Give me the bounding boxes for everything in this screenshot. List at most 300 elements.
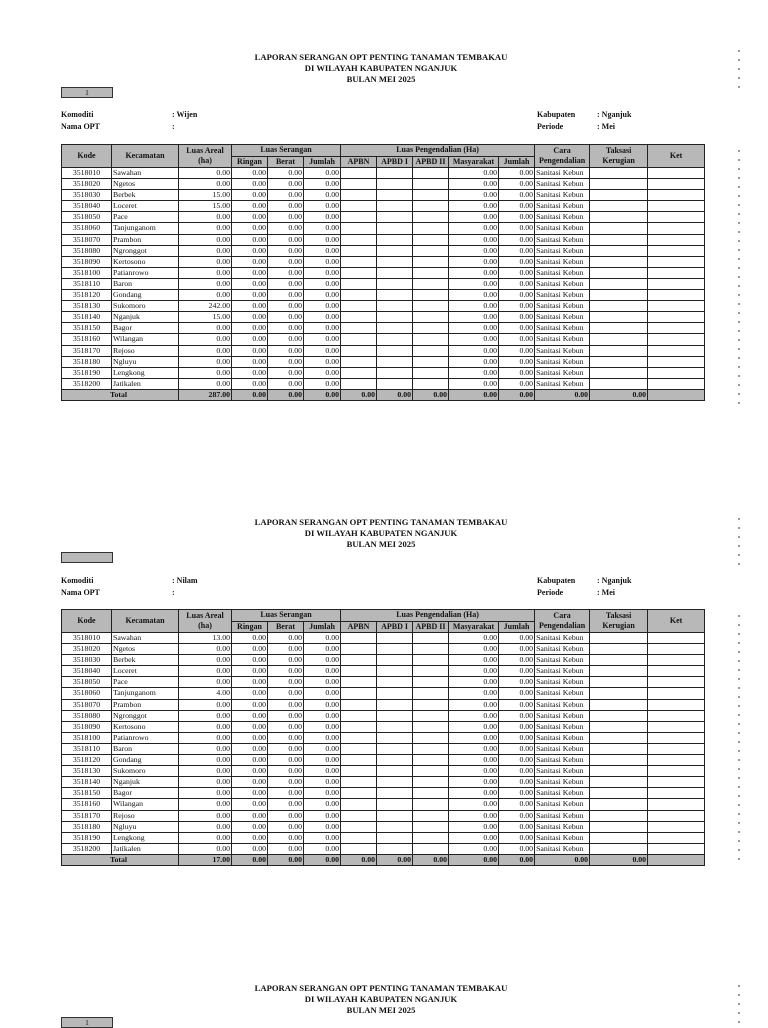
kode-cell: 3518130: [62, 301, 112, 312]
masyarakat-cell: 0.00: [449, 334, 499, 345]
apbn-cell: [341, 699, 377, 710]
jumlah-cell: 0.00: [304, 267, 341, 278]
masyarakat-cell: 0.00: [449, 290, 499, 301]
apbn-cell: [341, 312, 377, 323]
jumlah-cell: 0.00: [304, 212, 341, 223]
apbd1-cell: [377, 633, 413, 644]
total-taksasi: 0.00: [590, 389, 648, 400]
total-label: Total: [62, 389, 179, 400]
jumlah2-cell: 0.00: [499, 810, 535, 821]
table-row: [62, 699, 705, 710]
kode-cell: 3518050: [62, 677, 112, 688]
jumlah2-cell: 0.00: [499, 677, 535, 688]
masyarakat-cell: 0.00: [449, 323, 499, 334]
ket-cell: [648, 212, 705, 223]
page-edge-marks: [738, 615, 740, 860]
jumlah-cell: 0.00: [304, 743, 341, 754]
masyarakat-cell: 0.00: [449, 345, 499, 356]
col-luas-areal: Luas Areal (ha): [179, 145, 232, 168]
kecamatan-cell: Ngronggot: [112, 710, 179, 721]
taksasi-cell: [590, 843, 648, 854]
title-line-1: LAPORAN SERANGAN OPT PENTING TANAMAN TEMBAKAU: [254, 983, 508, 993]
ringan-cell: 0.00: [232, 644, 268, 655]
apbd2-cell: [413, 677, 449, 688]
col-jumlah2: Jumlah: [499, 156, 535, 168]
masyarakat-cell: 0.00: [449, 655, 499, 666]
apbd1-cell: [377, 666, 413, 677]
masyarakat-cell: 0.00: [449, 666, 499, 677]
table-row: [62, 201, 705, 212]
cara-cell: Sanitasi Kebun: [535, 666, 590, 677]
ringan-cell: 0.00: [232, 732, 268, 743]
berat-cell: 0.00: [268, 223, 304, 234]
masyarakat-cell: 0.00: [449, 245, 499, 256]
ket-cell: [648, 677, 705, 688]
ket-cell: [648, 290, 705, 301]
kecamatan-cell: Sawahan: [112, 633, 179, 644]
masyarakat-cell: 0.00: [449, 732, 499, 743]
kode-cell: 3518080: [62, 245, 112, 256]
masyarakat-cell: 0.00: [449, 633, 499, 644]
table-row: [62, 334, 705, 345]
table-body: [62, 633, 705, 855]
komoditi-label: Komoditi: [61, 576, 94, 585]
table-row: [62, 345, 705, 356]
jumlah2-cell: 0.00: [499, 223, 535, 234]
masyarakat-cell: 0.00: [449, 212, 499, 223]
col-berat: Berat: [268, 621, 304, 633]
jumlah-cell: 0.00: [304, 655, 341, 666]
table-row: [62, 655, 705, 666]
kode-cell: 3518140: [62, 312, 112, 323]
jumlah2-cell: 0.00: [499, 323, 535, 334]
luas-areal-cell: 4.00: [179, 688, 232, 699]
luas-areal-cell: 0.00: [179, 666, 232, 677]
apbn-cell: [341, 766, 377, 777]
masyarakat-cell: 0.00: [449, 766, 499, 777]
nama-opt-value: :: [172, 588, 175, 597]
berat-cell: 0.00: [268, 633, 304, 644]
col-ringan: Ringan: [232, 156, 268, 168]
kecamatan-cell: Ngronggot: [112, 245, 179, 256]
col-ket: Ket: [648, 610, 705, 633]
jumlah-cell: 0.00: [304, 843, 341, 854]
apbd2-cell: [413, 732, 449, 743]
jumlah-cell: 0.00: [304, 301, 341, 312]
berat-cell: 0.00: [268, 777, 304, 788]
cara-cell: Sanitasi Kebun: [535, 777, 590, 788]
report-title: [0, 52, 762, 85]
kecamatan-cell: Bagor: [112, 788, 179, 799]
apbd1-cell: [377, 788, 413, 799]
taksasi-cell: [590, 644, 648, 655]
apbd2-cell: [413, 710, 449, 721]
ringan-cell: 0.00: [232, 677, 268, 688]
nama-opt-label: Nama OPT: [61, 122, 100, 131]
ringan-cell: 0.00: [232, 777, 268, 788]
col-jumlah: Jumlah: [304, 621, 341, 633]
ringan-cell: 0.00: [232, 710, 268, 721]
berat-cell: 0.00: [268, 367, 304, 378]
apbd2-cell: [413, 743, 449, 754]
luas-areal-cell: 13.00: [179, 633, 232, 644]
total-ringan: 0.00: [232, 854, 268, 865]
kode-cell: 3518060: [62, 688, 112, 699]
total-apbd2: 0.00: [413, 854, 449, 865]
ringan-cell: 0.00: [232, 633, 268, 644]
apbd1-cell: [377, 223, 413, 234]
ket-cell: [648, 245, 705, 256]
apbd1-cell: [377, 334, 413, 345]
luas-areal-cell: 0.00: [179, 799, 232, 810]
cara-cell: Sanitasi Kebun: [535, 688, 590, 699]
jumlah-cell: 0.00: [304, 688, 341, 699]
kecamatan-cell: Pace: [112, 212, 179, 223]
taksasi-cell: [590, 168, 648, 179]
ket-cell: [648, 732, 705, 743]
taksasi-cell: [590, 367, 648, 378]
jumlah2-cell: 0.00: [499, 777, 535, 788]
apbn-cell: [341, 168, 377, 179]
table-row: [62, 367, 705, 378]
ringan-cell: 0.00: [232, 766, 268, 777]
kecamatan-cell: Lengkong: [112, 832, 179, 843]
luas-areal-cell: 0.00: [179, 234, 232, 245]
jumlah2-cell: 0.00: [499, 190, 535, 201]
masyarakat-cell: 0.00: [449, 788, 499, 799]
taksasi-cell: [590, 356, 648, 367]
col-luas-serangan: Luas Serangan: [232, 145, 341, 157]
luas-areal-cell: 0.00: [179, 323, 232, 334]
jumlah-cell: 0.00: [304, 799, 341, 810]
jumlah2-cell: 0.00: [499, 345, 535, 356]
jumlah-cell: 0.00: [304, 699, 341, 710]
apbd1-cell: [377, 378, 413, 389]
masyarakat-cell: 0.00: [449, 179, 499, 190]
report-title: [0, 983, 762, 1016]
kode-cell: 3518040: [62, 666, 112, 677]
table-row: [62, 212, 705, 223]
taksasi-cell: [590, 312, 648, 323]
jumlah-cell: 0.00: [304, 190, 341, 201]
ringan-cell: 0.00: [232, 721, 268, 732]
ringan-cell: 0.00: [232, 755, 268, 766]
cara-cell: Sanitasi Kebun: [535, 345, 590, 356]
title-line-1: LAPORAN SERANGAN OPT PENTING TANAMAN TEMBAKAU: [254, 52, 508, 62]
jumlah2-cell: 0.00: [499, 666, 535, 677]
total-apbd1: 0.00: [377, 389, 413, 400]
table-row: [62, 832, 705, 843]
apbd2-cell: [413, 201, 449, 212]
jumlah-cell: 0.00: [304, 245, 341, 256]
berat-cell: 0.00: [268, 732, 304, 743]
jumlah2-cell: 0.00: [499, 788, 535, 799]
apbd1-cell: [377, 721, 413, 732]
kode-cell: 3518180: [62, 821, 112, 832]
title-line-2: DI WILAYAH KABUPATEN NGANJUK: [304, 994, 458, 1004]
periode-value: : Mei: [597, 588, 615, 597]
apbn-cell: [341, 755, 377, 766]
col-ket: Ket: [648, 145, 705, 168]
col-taksasi: Taksasi Kerugian: [590, 145, 648, 168]
apbd2-cell: [413, 345, 449, 356]
jumlah2-cell: 0.00: [499, 821, 535, 832]
jumlah-cell: 0.00: [304, 201, 341, 212]
kode-cell: 3518030: [62, 190, 112, 201]
luas-areal-cell: 0.00: [179, 290, 232, 301]
apbd2-cell: [413, 168, 449, 179]
jumlah2-cell: 0.00: [499, 633, 535, 644]
ket-cell: [648, 743, 705, 754]
ket-cell: [648, 710, 705, 721]
apbn-cell: [341, 212, 377, 223]
cara-cell: Sanitasi Kebun: [535, 832, 590, 843]
jumlah2-cell: 0.00: [499, 168, 535, 179]
jumlah2-cell: 0.00: [499, 710, 535, 721]
masyarakat-cell: 0.00: [449, 301, 499, 312]
luas-areal-cell: 0.00: [179, 367, 232, 378]
total-cara: 0.00: [535, 389, 590, 400]
col-apbd2: APBD II: [413, 156, 449, 168]
kode-cell: 3518100: [62, 732, 112, 743]
kecamatan-cell: Wilangan: [112, 799, 179, 810]
apbd1-cell: [377, 732, 413, 743]
table-row: [62, 267, 705, 278]
kecamatan-cell: Nganjuk: [112, 312, 179, 323]
apbd2-cell: [413, 223, 449, 234]
kecamatan-cell: Ngluyu: [112, 356, 179, 367]
kode-cell: 3518080: [62, 710, 112, 721]
periode-label: Periode: [537, 588, 564, 597]
ringan-cell: 0.00: [232, 256, 268, 267]
kecamatan-cell: Kertosono: [112, 721, 179, 732]
masyarakat-cell: 0.00: [449, 256, 499, 267]
total-apbd2: 0.00: [413, 389, 449, 400]
taksasi-cell: [590, 821, 648, 832]
cara-cell: Sanitasi Kebun: [535, 821, 590, 832]
apbd2-cell: [413, 378, 449, 389]
luas-areal-cell: 0.00: [179, 278, 232, 289]
total-jumlah2: 0.00: [499, 389, 535, 400]
table-row: [62, 755, 705, 766]
jumlah-cell: 0.00: [304, 356, 341, 367]
luas-areal-cell: 0.00: [179, 212, 232, 223]
berat-cell: 0.00: [268, 699, 304, 710]
apbn-cell: [341, 721, 377, 732]
taksasi-cell: [590, 666, 648, 677]
jumlah-cell: 0.00: [304, 832, 341, 843]
table-row: [62, 256, 705, 267]
col-masyarakat: Masyarakat: [449, 621, 499, 633]
masyarakat-cell: 0.00: [449, 843, 499, 854]
col-kode: Kode: [62, 610, 112, 633]
kode-cell: 3518170: [62, 810, 112, 821]
berat-cell: 0.00: [268, 290, 304, 301]
total-berat: 0.00: [268, 389, 304, 400]
jumlah-cell: 0.00: [304, 367, 341, 378]
cara-cell: Sanitasi Kebun: [535, 223, 590, 234]
taksasi-cell: [590, 301, 648, 312]
col-luas-areal: Luas Areal (ha): [179, 610, 232, 633]
kecamatan-cell: Loceret: [112, 201, 179, 212]
total-apbd1: 0.00: [377, 854, 413, 865]
cara-cell: Sanitasi Kebun: [535, 378, 590, 389]
luas-areal-cell: 0.00: [179, 832, 232, 843]
apbd2-cell: [413, 256, 449, 267]
table-row: [62, 666, 705, 677]
table-row: [62, 788, 705, 799]
kecamatan-cell: Gondang: [112, 290, 179, 301]
apbd2-cell: [413, 843, 449, 854]
apbd1-cell: [377, 179, 413, 190]
cara-cell: Sanitasi Kebun: [535, 245, 590, 256]
apbd1-cell: [377, 345, 413, 356]
table-row: [62, 190, 705, 201]
apbn-cell: [341, 821, 377, 832]
luas-areal-cell: 0.00: [179, 644, 232, 655]
apbd1-cell: [377, 766, 413, 777]
taksasi-cell: [590, 710, 648, 721]
cara-cell: Sanitasi Kebun: [535, 334, 590, 345]
apbd1-cell: [377, 201, 413, 212]
luas-areal-cell: 15.00: [179, 312, 232, 323]
cara-cell: Sanitasi Kebun: [535, 212, 590, 223]
apbn-cell: [341, 290, 377, 301]
apbd2-cell: [413, 190, 449, 201]
masyarakat-cell: 0.00: [449, 777, 499, 788]
jumlah-cell: 0.00: [304, 312, 341, 323]
kecamatan-cell: Ngluyu: [112, 821, 179, 832]
jumlah2-cell: 0.00: [499, 721, 535, 732]
taksasi-cell: [590, 655, 648, 666]
apbn-cell: [341, 334, 377, 345]
kode-cell: 3518070: [62, 234, 112, 245]
apbn-cell: [341, 234, 377, 245]
ringan-cell: 0.00: [232, 799, 268, 810]
kecamatan-cell: Patianrowo: [112, 732, 179, 743]
masyarakat-cell: 0.00: [449, 799, 499, 810]
apbd2-cell: [413, 334, 449, 345]
total-masyarakat: 0.00: [449, 854, 499, 865]
total-luas: 17.00: [179, 854, 232, 865]
apbd1-cell: [377, 843, 413, 854]
luas-areal-cell: 0.00: [179, 721, 232, 732]
nama-opt-label: Nama OPT: [61, 588, 100, 597]
ket-cell: [648, 190, 705, 201]
cara-cell: Sanitasi Kebun: [535, 323, 590, 334]
col-cara: Cara Pengendalian: [535, 610, 590, 633]
page-edge-marks: [738, 150, 740, 410]
apbn-cell: [341, 323, 377, 334]
table-row: [62, 799, 705, 810]
ringan-cell: 0.00: [232, 743, 268, 754]
jumlah2-cell: 0.00: [499, 234, 535, 245]
apbd1-cell: [377, 688, 413, 699]
kode-cell: 3518120: [62, 290, 112, 301]
ringan-cell: 0.00: [232, 666, 268, 677]
title-line-2: DI WILAYAH KABUPATEN NGANJUK: [304, 528, 458, 538]
jumlah2-cell: 0.00: [499, 256, 535, 267]
apbd1-cell: [377, 655, 413, 666]
cara-cell: Sanitasi Kebun: [535, 644, 590, 655]
report-table: [61, 609, 705, 866]
apbd2-cell: [413, 245, 449, 256]
komoditi-label: Komoditi: [61, 110, 94, 119]
ket-cell: [648, 223, 705, 234]
ket-cell: [648, 234, 705, 245]
luas-areal-cell: 0.00: [179, 699, 232, 710]
ringan-cell: 0.00: [232, 356, 268, 367]
apbd2-cell: [413, 633, 449, 644]
luas-areal-cell: 0.00: [179, 732, 232, 743]
cara-cell: Sanitasi Kebun: [535, 179, 590, 190]
luas-areal-cell: 0.00: [179, 655, 232, 666]
jumlah-cell: 0.00: [304, 721, 341, 732]
masyarakat-cell: 0.00: [449, 168, 499, 179]
kode-cell: 3518150: [62, 323, 112, 334]
apbd1-cell: [377, 234, 413, 245]
berat-cell: 0.00: [268, 644, 304, 655]
title-line-1: LAPORAN SERANGAN OPT PENTING TANAMAN TEMBAKAU: [254, 517, 508, 527]
berat-cell: 0.00: [268, 655, 304, 666]
masyarakat-cell: 0.00: [449, 312, 499, 323]
col-jumlah: Jumlah: [304, 156, 341, 168]
jumlah2-cell: 0.00: [499, 378, 535, 389]
apbd1-cell: [377, 644, 413, 655]
jumlah2-cell: 0.00: [499, 278, 535, 289]
apbn-cell: [341, 345, 377, 356]
taksasi-cell: [590, 323, 648, 334]
apbn-cell: [341, 677, 377, 688]
luas-areal-cell: 0.00: [179, 267, 232, 278]
ket-cell: [648, 666, 705, 677]
ringan-cell: 0.00: [232, 223, 268, 234]
cara-cell: Sanitasi Kebun: [535, 788, 590, 799]
jumlah2-cell: 0.00: [499, 755, 535, 766]
ket-cell: [648, 755, 705, 766]
taksasi-cell: [590, 345, 648, 356]
apbd2-cell: [413, 832, 449, 843]
total-row: [62, 854, 705, 865]
ket-cell: [648, 256, 705, 267]
total-taksasi: 0.00: [590, 854, 648, 865]
apbd2-cell: [413, 212, 449, 223]
komoditi-value: : Wijen: [172, 110, 198, 119]
kecamatan-cell: Berbek: [112, 190, 179, 201]
luas-areal-cell: 0.00: [179, 168, 232, 179]
apbn-cell: [341, 788, 377, 799]
total-jumlah: 0.00: [304, 854, 341, 865]
ringan-cell: 0.00: [232, 821, 268, 832]
kabupaten-value: : Nganjuk: [597, 110, 632, 119]
apbd1-cell: [377, 267, 413, 278]
jumlah2-cell: 0.00: [499, 655, 535, 666]
apbd1-cell: [377, 356, 413, 367]
jumlah2-cell: 0.00: [499, 732, 535, 743]
berat-cell: 0.00: [268, 267, 304, 278]
apbn-cell: [341, 356, 377, 367]
total-berat: 0.00: [268, 854, 304, 865]
apbd1-cell: [377, 799, 413, 810]
jumlah-cell: 0.00: [304, 179, 341, 190]
luas-areal-cell: 15.00: [179, 201, 232, 212]
cara-cell: Sanitasi Kebun: [535, 721, 590, 732]
ket-cell: [648, 168, 705, 179]
apbd2-cell: [413, 278, 449, 289]
ket-cell: [648, 312, 705, 323]
luas-areal-cell: 0.00: [179, 223, 232, 234]
luas-areal-cell: 0.00: [179, 821, 232, 832]
